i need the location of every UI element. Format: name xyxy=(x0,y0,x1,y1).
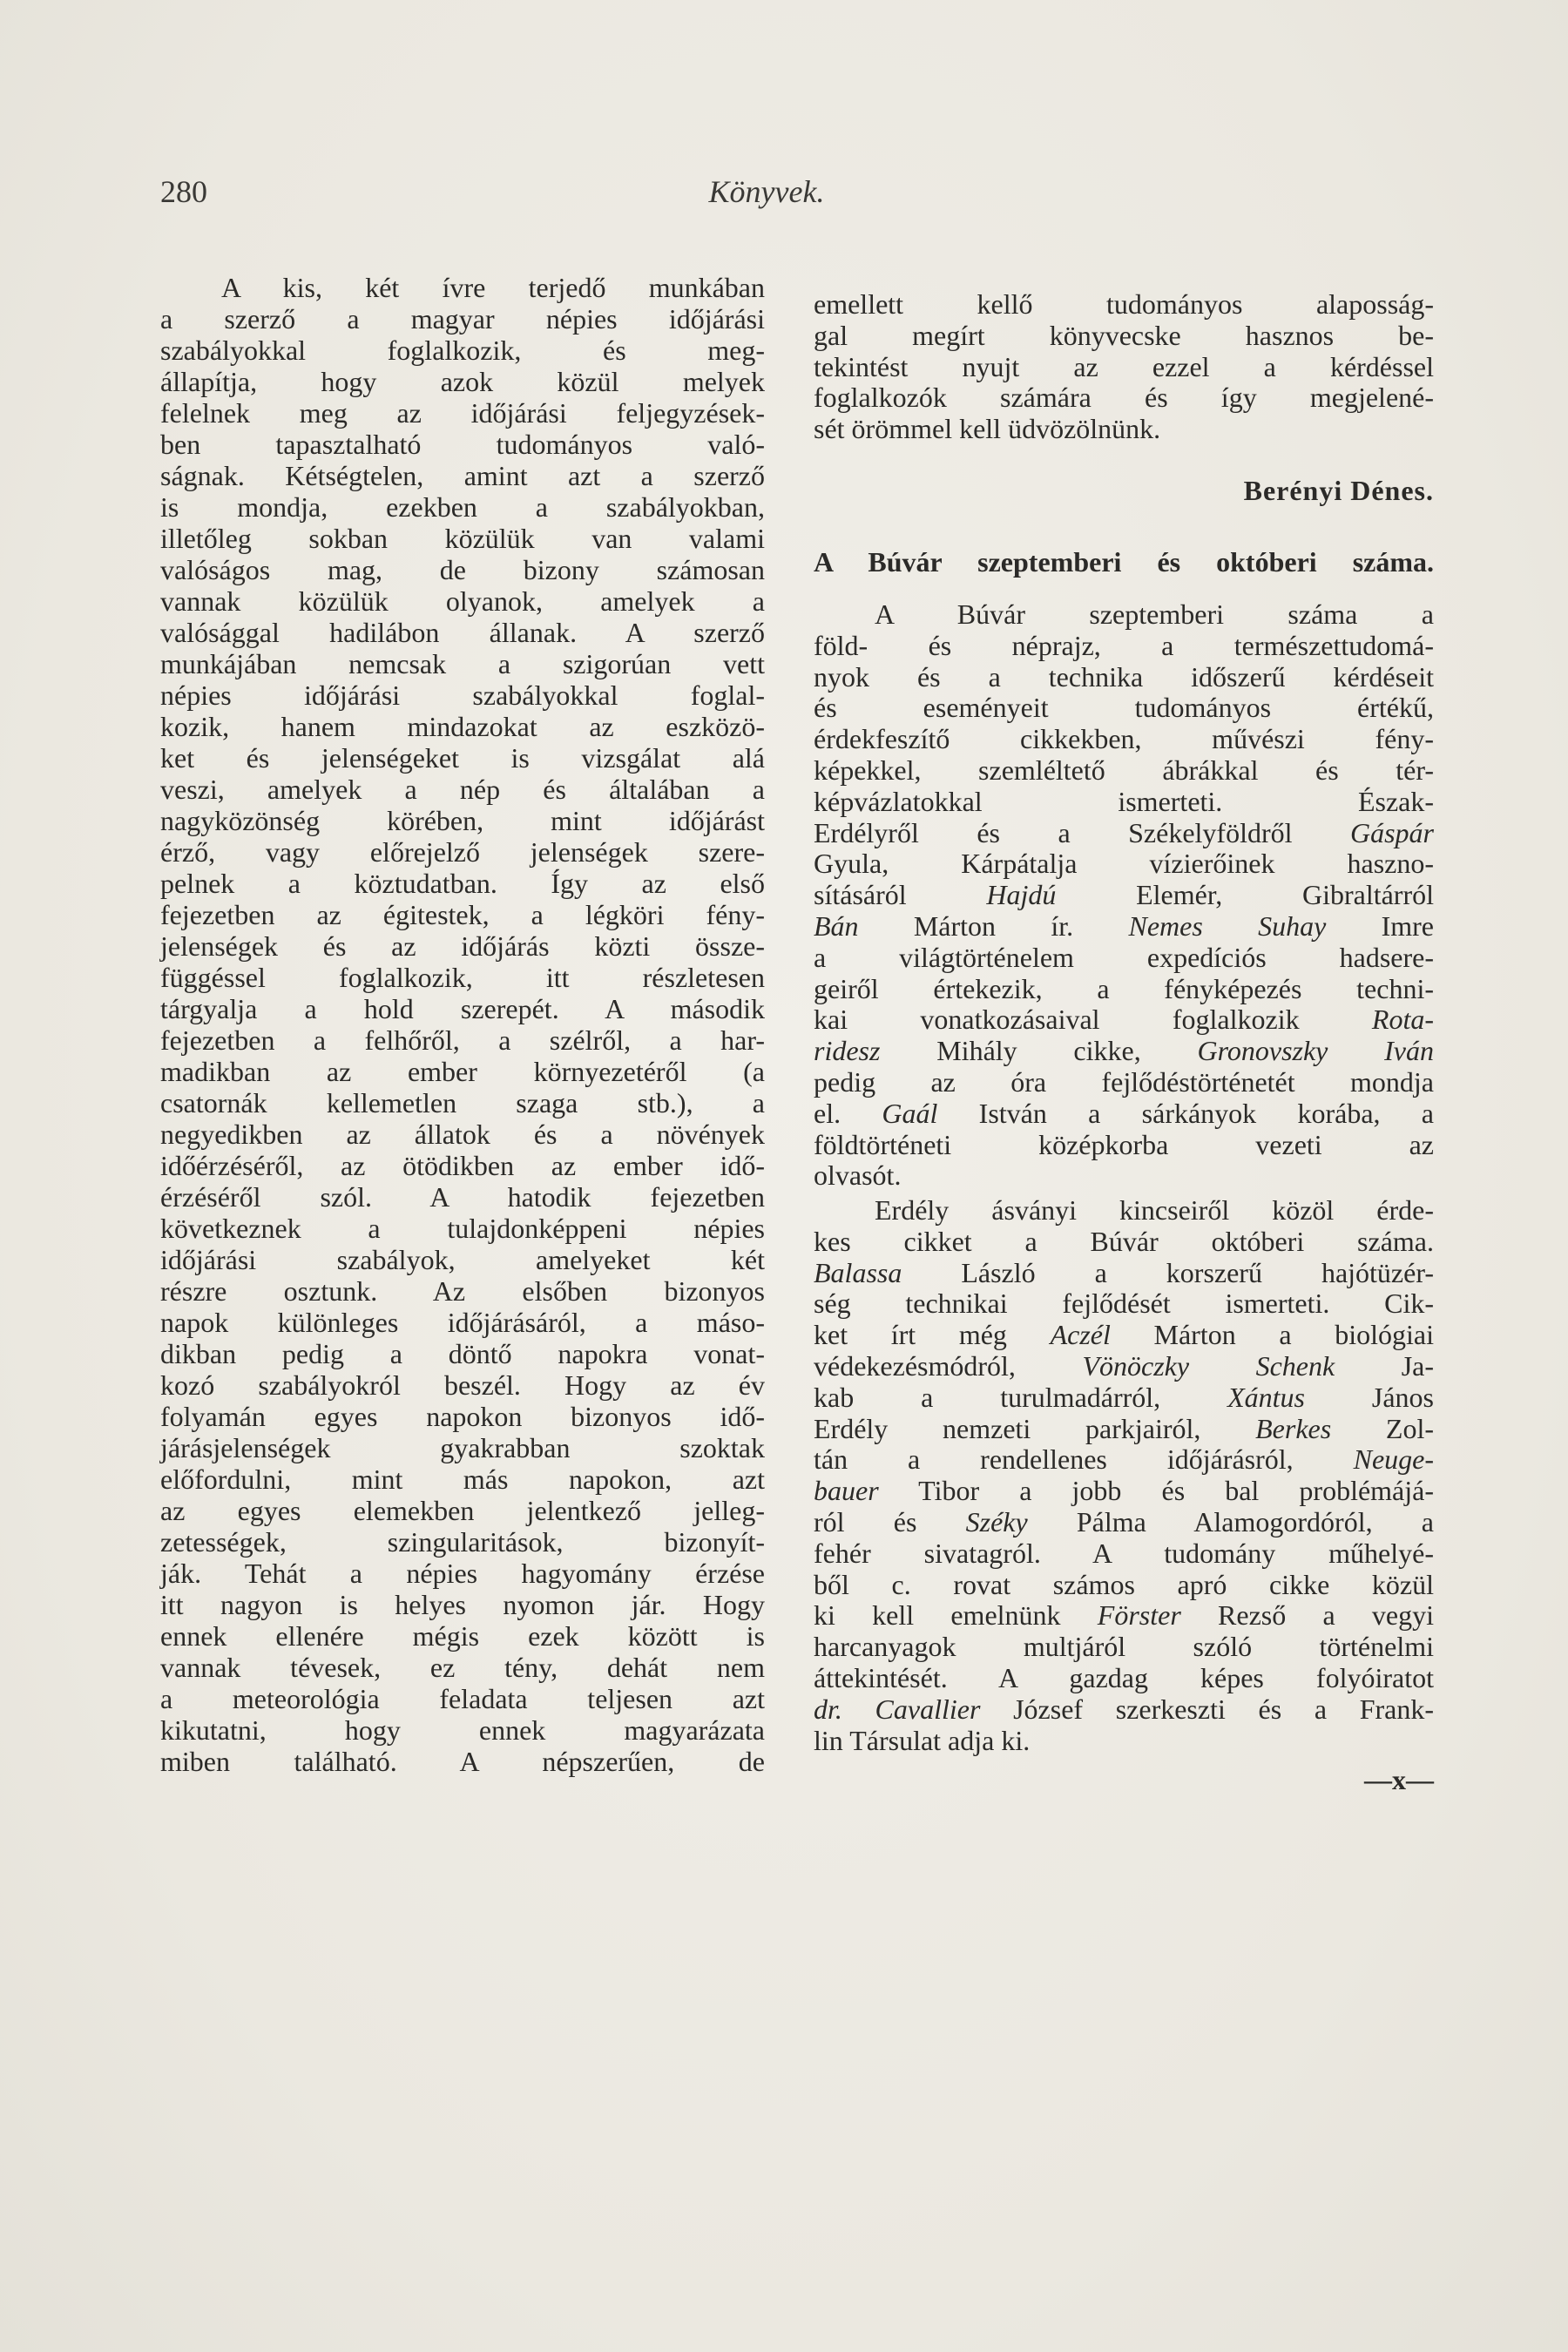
text-line xyxy=(814,1288,1434,1320)
italic-name: Rota- xyxy=(1371,1004,1434,1036)
text-line xyxy=(814,848,1434,880)
text-segment: időjárási szabályok, amelyeket két xyxy=(160,1244,765,1275)
text-segment: ról és xyxy=(814,1505,966,1538)
text-segment: szabályokkal foglalkozik, és meg- xyxy=(160,335,765,366)
text-segment: Rezső a vegyi xyxy=(1180,1599,1434,1632)
text-segment: a szerző a magyar népies időjárási xyxy=(160,303,765,335)
text-line xyxy=(160,1401,765,1432)
text-segment: kozó szabályokról beszél. Hogy az év xyxy=(160,1369,765,1401)
text-segment: A kis, két ívre terjedő munkában xyxy=(221,272,765,303)
italic-name: Gronovszky Iván xyxy=(1197,1035,1434,1067)
text-segment: képvázlatokkal ismerteti. Észak- xyxy=(814,785,1434,817)
text-line xyxy=(814,1694,1434,1726)
text-line xyxy=(160,711,765,742)
text-line xyxy=(814,1538,1434,1570)
text-line xyxy=(814,880,1434,911)
text-segment: is mondja, ezekben a szabályokban, xyxy=(160,491,765,523)
text-line xyxy=(160,460,765,491)
text-segment: el. xyxy=(814,1097,882,1129)
italic-name: Aczél xyxy=(1050,1319,1111,1351)
text-line xyxy=(160,1369,765,1401)
text-segment: István a sárkányok korába, a xyxy=(937,1097,1435,1129)
text-segment: ből c. rovat számos apró cikke közül xyxy=(814,1568,1434,1600)
text-segment: lin Társulat adja ki. xyxy=(814,1724,1031,1756)
text-segment: pelnek a köztudatban. Így az első xyxy=(160,868,765,899)
text-line xyxy=(160,1432,765,1463)
text-line xyxy=(160,993,765,1024)
text-line xyxy=(814,755,1434,787)
text-segment: járásjelenségek gyakrabban szoktak xyxy=(160,1432,765,1463)
text-segment: védekezésmódról, xyxy=(814,1349,1083,1382)
italic-name: bauer xyxy=(814,1475,879,1507)
text-segment: illetőleg sokban közülük van valami xyxy=(160,523,765,554)
end-mark: —x— xyxy=(1364,1764,1434,1795)
text-segment: ki kell emelnünk xyxy=(814,1599,1098,1632)
text-segment: kab a turulmadárról, xyxy=(814,1381,1228,1413)
text-segment: József szerkeszti és a Frank- xyxy=(980,1693,1435,1725)
text-segment: Zol- xyxy=(1331,1412,1434,1444)
text-segment: pedig az óra fejlődéstörténetét mondja xyxy=(814,1065,1434,1098)
text-line xyxy=(814,1726,1434,1757)
text-segment: fejezetben az égitestek, a légköri fény- xyxy=(160,899,765,930)
text-line xyxy=(160,1024,765,1056)
text-line xyxy=(160,617,765,648)
text-segment: kai vonatkozásaival foglalkozik xyxy=(814,1004,1372,1036)
right-column-review-ending xyxy=(814,289,1434,445)
text-line xyxy=(814,1382,1434,1414)
text-line xyxy=(160,523,765,554)
text-line xyxy=(814,599,1434,631)
text-segment: tárgyalja a hold szerepét. A második xyxy=(160,993,765,1024)
text-line xyxy=(814,1444,1434,1476)
text-segment: Erdély nemzeti parkjairól, xyxy=(814,1412,1256,1444)
text-segment: harcanyagok multjáról szóló történelmi xyxy=(814,1631,1434,1663)
text-line xyxy=(160,1463,765,1495)
text-line xyxy=(814,1130,1434,1161)
text-segment: folyamán egyes napokon bizonyos idő- xyxy=(160,1401,765,1432)
text-line xyxy=(160,1495,765,1526)
text-segment: részre osztunk. Az elsőben bizonyos xyxy=(160,1275,765,1307)
text-segment: napok különleges időjárásáról, a máso- xyxy=(160,1307,765,1338)
text-line xyxy=(814,382,1434,414)
text-line xyxy=(814,289,1434,321)
text-segment: A Búvár szeptemberi száma a xyxy=(875,598,1434,630)
text-line xyxy=(814,943,1434,974)
reviewer-signature: Berényi Dénes. xyxy=(1243,475,1434,506)
italic-name: Hajdú xyxy=(986,879,1057,911)
text-segment: dikban pedig a döntő napokra vonat- xyxy=(160,1338,765,1369)
text-line xyxy=(160,366,765,397)
italic-name: Nemes Suhay xyxy=(1128,909,1327,942)
section-heading: A Búvár szeptemberi és októberi száma. xyxy=(814,546,1434,578)
text-segment: munkájában nemcsak a szigorúan vett xyxy=(160,648,765,679)
text-line xyxy=(160,397,765,429)
text-line xyxy=(814,974,1434,1005)
text-segment: föld- és néprajz, a természettudomá- xyxy=(814,629,1434,661)
text-line xyxy=(160,1213,765,1244)
text-segment: áttekintését. A gazdag képes folyóiratot xyxy=(814,1661,1434,1693)
text-line xyxy=(160,1056,765,1087)
text-line xyxy=(160,836,765,868)
text-segment: és eseményeit tudományos értékű, xyxy=(814,692,1434,724)
text-segment: előfordulni, mint más napokon, azt xyxy=(160,1463,765,1495)
text-line xyxy=(160,1244,765,1275)
text-segment: Imre xyxy=(1326,909,1435,942)
text-line xyxy=(814,631,1434,662)
text-segment: sításáról xyxy=(814,879,987,911)
italic-name: Förster xyxy=(1097,1599,1181,1632)
text-line xyxy=(160,868,765,899)
text-segment: kozik, hanem mindazokat az eszközö- xyxy=(160,711,765,742)
text-line xyxy=(160,805,765,836)
text-segment: veszi, amelyek a nép és általában a xyxy=(160,774,765,805)
text-line xyxy=(814,414,1434,445)
text-line xyxy=(814,1414,1434,1445)
left-column-review-text xyxy=(160,272,765,1777)
text-segment: képekkel, szemléltető ábrákkal és tér- xyxy=(814,754,1434,786)
text-line xyxy=(160,335,765,366)
text-line xyxy=(814,1036,1434,1067)
text-line xyxy=(814,1663,1434,1694)
text-segment: csatornák kellemetlen szaga stb.), a xyxy=(160,1087,765,1119)
text-line xyxy=(160,648,765,679)
text-line xyxy=(814,1476,1434,1507)
text-segment: ságnak. Kétségtelen, amint azt a szerző xyxy=(160,460,765,491)
text-segment: László a korszerű hajótüzér- xyxy=(902,1256,1434,1288)
text-segment: jelenségek és az időjárás közti össze- xyxy=(160,930,765,962)
text-segment: vannak tévesek, ez tény, dehát nem xyxy=(160,1652,765,1683)
text-segment: ket írt még xyxy=(814,1319,1051,1351)
italic-name: dr. Cavallier xyxy=(814,1693,981,1725)
text-segment: János xyxy=(1304,1381,1435,1413)
text-line xyxy=(160,554,765,585)
text-segment: az egyes elemekben jelentkező jelleg- xyxy=(160,1495,765,1526)
text-segment: népies időjárási szabályokkal foglal- xyxy=(160,679,765,711)
text-line xyxy=(160,1683,765,1714)
text-segment: Elemér, Gibraltárról xyxy=(1056,879,1434,911)
text-segment: kes cikket a Búvár októberi száma. xyxy=(814,1225,1434,1257)
text-line xyxy=(160,303,765,335)
text-line xyxy=(814,1600,1434,1632)
page-number: 280 xyxy=(160,174,207,209)
text-line xyxy=(814,1507,1434,1538)
text-line xyxy=(814,662,1434,693)
text-segment: Tibor a jobb és bal problémájá- xyxy=(878,1475,1434,1507)
text-line xyxy=(160,1558,765,1589)
text-segment: zetességek, szingularitások, bizonyít- xyxy=(160,1526,765,1558)
text-segment: nagyközönség körében, mint időjárást xyxy=(160,805,765,836)
text-line xyxy=(160,585,765,617)
italic-name: Bán xyxy=(814,909,859,942)
text-segment: fejezetben a felhőről, a szélről, a har- xyxy=(160,1024,765,1056)
text-line xyxy=(160,962,765,993)
text-line xyxy=(160,1652,765,1683)
text-segment: ják. Tehát a népies hagyomány érzése xyxy=(160,1558,765,1589)
text-segment: tán a rendellenes időjárásról, xyxy=(814,1443,1354,1476)
text-line xyxy=(160,491,765,523)
text-line xyxy=(160,774,765,805)
text-line xyxy=(814,724,1434,755)
text-segment: negyedikben az állatok és a növények xyxy=(160,1119,765,1150)
text-segment: miben található. A népszerűen, de xyxy=(160,1746,765,1777)
text-line xyxy=(160,1589,765,1620)
text-segment: felelnek meg az időjárási feljegyzések- xyxy=(160,397,765,429)
text-line xyxy=(814,321,1434,352)
italic-name: Balassa xyxy=(814,1256,902,1288)
text-segment: Márton a biológiai xyxy=(1110,1319,1435,1351)
text-line xyxy=(814,911,1434,943)
text-line xyxy=(814,1067,1434,1098)
text-segment: függéssel foglalkozik, itt részletesen xyxy=(160,962,765,993)
text-line xyxy=(814,1160,1434,1192)
text-line xyxy=(814,1258,1434,1289)
text-line xyxy=(814,693,1434,724)
italic-name: Széky xyxy=(965,1505,1028,1538)
text-segment: állapítja, hogy azok közül melyek xyxy=(160,366,765,397)
buvar-paragraph-1 xyxy=(814,599,1434,1192)
text-segment: a meteorológia feladata teljesen azt xyxy=(160,1683,765,1714)
text-line xyxy=(160,1307,765,1338)
text-segment: valósággal hadilábon állanak. A szerző xyxy=(160,617,765,648)
text-line xyxy=(160,1087,765,1119)
text-segment: Mihály cikke, xyxy=(880,1035,1198,1067)
text-line xyxy=(814,818,1434,849)
italic-name: Vönöczky Schenk xyxy=(1082,1349,1335,1382)
text-line xyxy=(814,1004,1434,1036)
text-segment: Erdély ásványi kincseiről közöl érde- xyxy=(875,1194,1434,1226)
italic-name: Gaál xyxy=(882,1097,938,1129)
text-line xyxy=(160,899,765,930)
text-segment: fehér sivatagról. A tudomány műhelyé- xyxy=(814,1537,1434,1569)
text-line xyxy=(160,429,765,460)
text-segment: kikutatni, hogy ennek magyarázata xyxy=(160,1714,765,1746)
text-segment: geiről értekezik, a fényképezés techni- xyxy=(814,972,1434,1004)
text-line xyxy=(814,1632,1434,1663)
text-segment: következnek a tulajdonképpeni népies xyxy=(160,1213,765,1244)
buvar-paragraph-2 xyxy=(814,1195,1434,1756)
text-segment: Erdélyről és a Székelyföldről xyxy=(814,816,1350,848)
text-segment: földtörténeti középkorba vezeti az xyxy=(814,1128,1434,1160)
italic-name: Xántus xyxy=(1227,1381,1305,1413)
text-line xyxy=(160,1620,765,1652)
text-line xyxy=(160,1119,765,1150)
text-segment: érző, vagy előrejelző jelenségek szere- xyxy=(160,836,765,868)
text-segment: vannak közülük olyanok, amelyek a xyxy=(160,585,765,617)
text-segment: ség technikai fejlődését ismerteti. Cik- xyxy=(814,1288,1434,1320)
italic-name: Berkes xyxy=(1255,1412,1332,1444)
text-line xyxy=(160,742,765,774)
text-segment: gal megírt könyvecske hasznos be- xyxy=(814,319,1434,351)
text-segment: foglalkozók számára és így megjelené- xyxy=(814,382,1434,414)
text-segment: olvasót. xyxy=(814,1159,902,1192)
text-line xyxy=(814,352,1434,383)
text-line xyxy=(814,1351,1434,1382)
text-segment: ennek ellenére mégis ezek között is xyxy=(160,1620,765,1652)
text-line xyxy=(160,1150,765,1181)
text-line xyxy=(160,272,765,303)
text-segment: időérzéséről, az ötödikben az ember idő- xyxy=(160,1150,765,1181)
text-segment: ket és jelenségeket is vizsgálat alá xyxy=(160,742,765,774)
text-segment: sét örömmel kell üdvözölnünk. xyxy=(814,413,1161,445)
text-segment: Pálma Alamogordóról, a xyxy=(1027,1505,1434,1538)
italic-name: Neuge- xyxy=(1353,1443,1434,1476)
text-segment: érzéséről szól. A hatodik fejezetben xyxy=(160,1181,765,1213)
text-line xyxy=(160,1338,765,1369)
text-line xyxy=(814,1195,1434,1227)
text-segment: a világtörténelem expedíciós hadsere- xyxy=(814,941,1434,973)
text-segment: emellett kellő tudományos alaposság- xyxy=(814,288,1434,320)
text-segment: nyok és a technika időszerű kérdéseit xyxy=(814,660,1434,693)
text-line xyxy=(160,679,765,711)
text-line xyxy=(160,930,765,962)
text-line xyxy=(814,1320,1434,1351)
text-line xyxy=(160,1181,765,1213)
text-line xyxy=(160,1526,765,1558)
italic-name: Gáspár xyxy=(1349,816,1434,848)
text-segment: valóságos mag, de bizony számosan xyxy=(160,554,765,585)
text-segment: itt nagyon is helyes nyomon jár. Hogy xyxy=(160,1589,765,1620)
text-segment: tekintést nyujt az ezzel a kérdéssel xyxy=(814,350,1434,382)
text-line xyxy=(160,1714,765,1746)
text-line xyxy=(814,1570,1434,1601)
text-line xyxy=(814,1098,1434,1130)
text-line xyxy=(160,1275,765,1307)
text-segment: Gyula, Kárpátalja vízierőinek haszno- xyxy=(814,848,1434,880)
text-line xyxy=(814,787,1434,818)
running-header: Könyvek. xyxy=(708,174,825,209)
text-segment: Márton ír. xyxy=(858,909,1129,942)
italic-name: ridesz xyxy=(814,1035,881,1067)
text-segment: érdekfeszítő cikkekben, művészi fény- xyxy=(814,723,1434,755)
text-segment: ben tapasztalható tudományos való- xyxy=(160,429,765,460)
text-line xyxy=(814,1227,1434,1258)
text-line xyxy=(160,1746,765,1777)
text-segment: Ja- xyxy=(1335,1349,1435,1382)
text-segment: madikban az ember környezetéről (a xyxy=(160,1056,765,1087)
